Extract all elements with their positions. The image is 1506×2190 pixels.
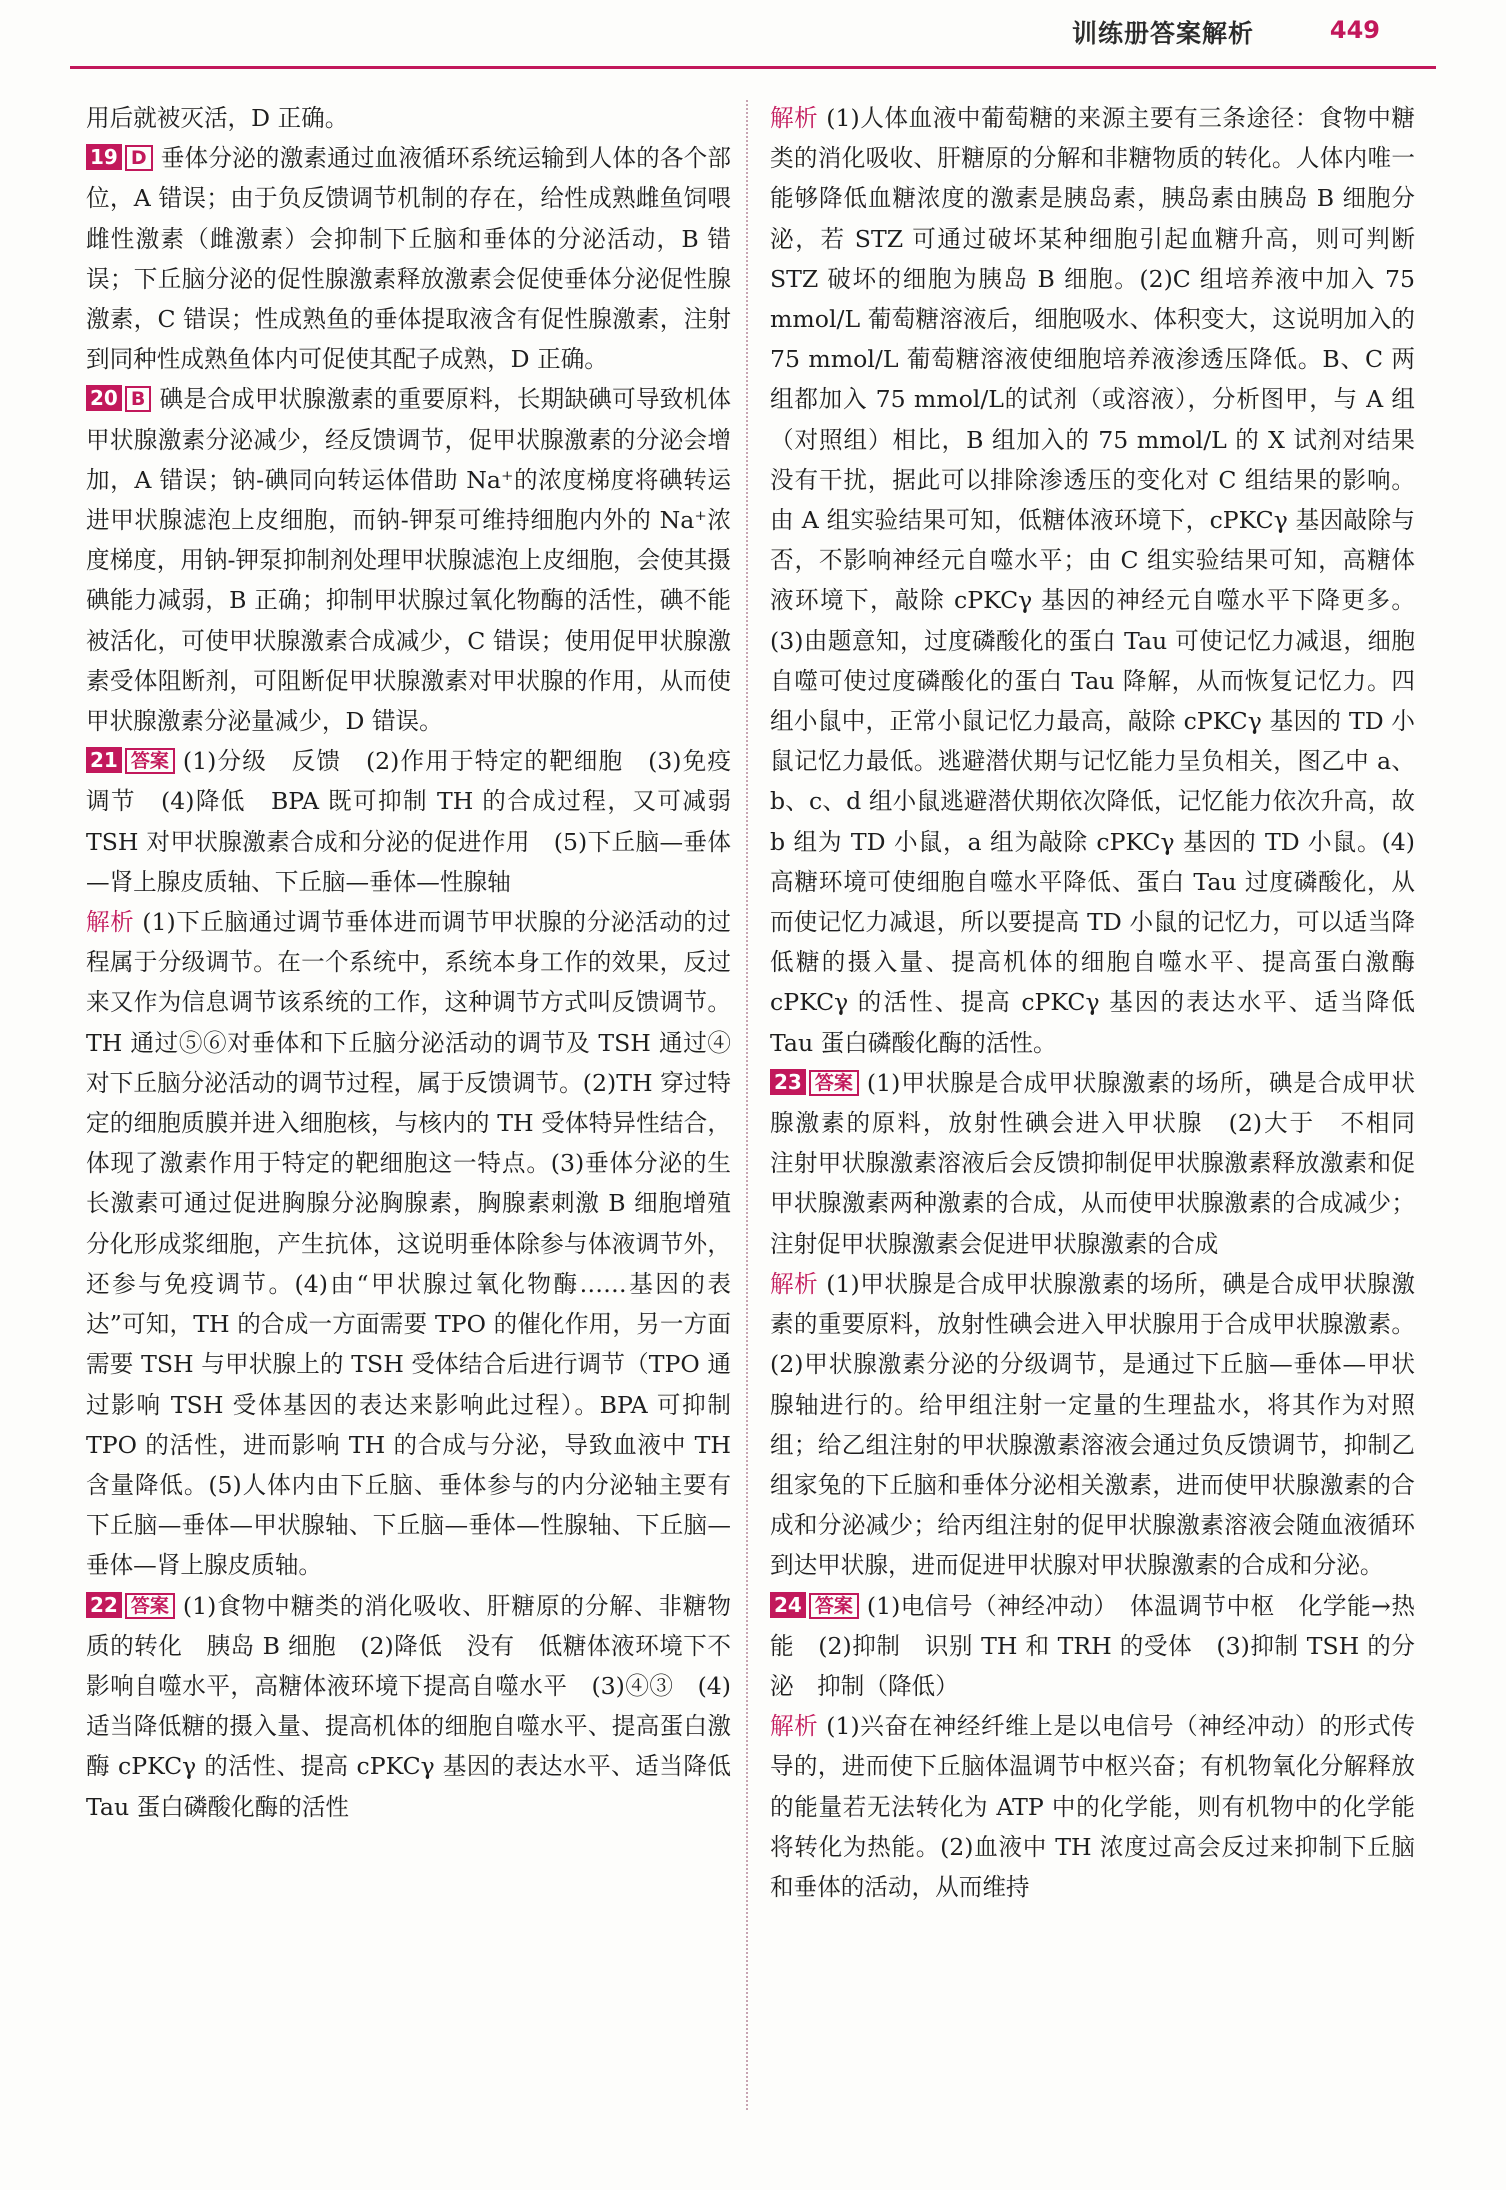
answer-badge: 答案 [809, 1593, 859, 1619]
page-number: 449 [1329, 16, 1380, 44]
question-number: 21 [86, 747, 122, 773]
analysis-text: (1)下丘脑通过调节垂体进而调节甲状腺的分泌活动的过程属于分级调节。在一个系统中，系统本身工作的效果，反过来又作为信息调节该系统的工作，这种调节方式叫反馈调节。TH 通过⑤⑥对垂体和下丘脑分泌活动的调节及 TSH 通过④对下丘脑分泌活动的调节过程，属于反馈调节。(2)TH 穿过特定的细胞质膜并进入细胞核，与核内的 TH 受体特异性结合，体现了激素作用于特定的靶细胞这一特点。(3)垂体分泌的生长激素可通过促进胸腺分泌胸腺素，胸腺素刺激 B 细胞增殖分化形成浆细胞，产生抗体，这说明垂体除参与体液调节外，还参与免疫调节。(4)由“甲状腺过氧化物酶……基因的表达”可知，TH 的合成一方面需要 TPO 的催化作用，另一方面需要 TSH 与甲状腺上的 TSH 受体结合后进行调节（TPO 通过影响 TSH 受体基因的表达来影响此过程）。BPA 可抑制 TPO 的活性，进而影响 TH 的合成与分泌，导致血液中 TH 含量降低。(5)人体内由下丘脑、垂体参与的内分泌轴主要有下丘脑—垂体—甲状腺轴、下丘脑—垂体—性腺轴、下丘脑—垂体—肾上腺皮质轴。 [86, 908, 732, 1580]
answer-text: (1)分级 反馈 (2)作用于特定的靶细胞 (3)免疫调节 (4)降低 BPA 既可抑制 TH 的合成过程，又可减弱 TSH 对甲状腺激素合成和分泌的促进作用 (5)下丘脑—垂体—肾上腺皮质轴、下丘脑—垂体—性腺轴 [86, 747, 731, 896]
header-rule [70, 66, 1436, 69]
paragraph-continuation: 用后就被灭活，D 正确。 [86, 104, 349, 132]
question-number: 22 [86, 1592, 122, 1618]
question-23-analysis [770, 1264, 1415, 1586]
answer-badge: 答案 [125, 1593, 175, 1619]
question-21-analysis [86, 902, 731, 1585]
question-23-answer [770, 1063, 1439, 1264]
analysis-label: 解析 [770, 1712, 819, 1741]
page-header [0, 0, 1506, 70]
question-explanation: 垂体分泌的激素通过血液循环系统运输到人体的各个部位，A 错误；由于负反馈调节机制的存在，给性成熟雌鱼饲喂雌性激素（雌激素）会抑制下丘脑和垂体的分泌活动，B 错误；下丘脑分泌的促性腺激素释放激素会促使垂体分泌促性腺激素，C 错误；性成熟鱼的垂体提取液含有促性腺激素，注射到同种性成熟鱼体内可促使其配子成熟，D 正确。 [86, 144, 731, 374]
question-20 [86, 379, 731, 741]
analysis-text: (1)甲状腺是合成甲状腺激素的场所，碘是合成甲状腺激素的重要原料，放射性碘会进入甲状腺用于合成甲状腺激素。(2)甲状腺激素分泌的分级调节，是通过下丘脑—垂体—甲状腺轴进行的。给甲组注射一定量的生理盐水，将其作为对照组；给乙组注射的甲状腺激素溶液会通过负反馈调节，抑制乙组家兔的下丘脑和垂体分泌相关激素，进而使甲状腺激素的合成和分泌减少；给丙组注射的促甲状腺激素溶液会随血液循环到达甲状腺，进而促进甲状腺对甲状腺激素的合成和分泌。 [770, 1269, 1416, 1580]
analysis-label: 解析 [770, 104, 819, 132]
question-number: 19 [86, 144, 122, 170]
header-title: 训练册答案解析 [1071, 19, 1254, 48]
analysis-text: (1)兴奋在神经纤维上是以电信号（神经冲动）的形式传导的，进而使下丘脑体温调节中枢兴奋；有机物氧化分解释放的能量若无法转化为 ATP 中的化学能，则有机物中的化学能将转化为热能。(2)血液中 TH 浓度过高会反过来抑制下丘脑和垂体的活动，从而维持 [770, 1712, 1416, 1901]
analysis-text: (1)人体血液中葡萄糖的来源主要有三条途径：食物中糖类的消化吸收、肝糖原的分解和非糖物质的转化。人体内唯一能够降低血糖浓度的激素是胰岛素，胰岛素由胰岛 B 细胞分泌，若 STZ 可通过破坏某种细胞引起血糖升高，则可判断 STZ 破坏的细胞为胰岛 B 细胞。(2)C 组培养液中加入 75 mmol/L 葡萄糖溶液后，细胞吸水、体积变大，这说明加入的 75 mmol/L 葡萄糖溶液使细胞培养液渗透压降低。B、C 两组都加入 75 mmol/L的试剂（或溶液），分析图甲，与 A 组（对照组）相比，B 组加入的 75 mmol/L 的 X 试剂对结果没有干扰，据此可以排除渗透压的变化对 C 组结果的影响。由 A 组实验结果可知，低糖体液环境下，cPKCγ 基因敲除与否，不影响神经元自噬水平；由 C 组实验结果可知，高糖体液环境下，敲除 cPKCγ 基因的神经元自噬水平下降更多。(3)由题意知，过度磷酸化的蛋白 Tau 可使记忆力减退，细胞自噬可使过度磷酸化的蛋白 Tau 降解，从而恢复记忆力。四组小鼠中，正常小鼠记忆力最高，敲除 cPKCγ 基因的 TD 小鼠记忆力最低。逃避潜伏期与记忆能力呈负相关，图乙中 a、b、c、d 组小鼠逃避潜伏期依次降低，记忆能力依次升高，故 b 组为 TD 小鼠，a 组为敲除 cPKCγ 基因的 TD 小鼠。(4)高糖环境可使细胞自噬水平降低、蛋白 Tau 过度磷酸化，从而使记忆力减退，所以要提高 TD 小鼠的记忆力，可以适当降低糖的摄入量、提高机体的细胞自噬水平、提高蛋白激酶 cPKCγ 的活性、提高 cPKCγ 基因的表达水平、适当降低 Tau 蛋白磷酸化酶的活性。 [770, 104, 1416, 1057]
answer-badge: 答案 [809, 1070, 859, 1096]
analysis-label: 解析 [770, 1269, 819, 1298]
left-column [86, 98, 731, 1827]
question-22-answer [86, 1586, 731, 1827]
question-explanation: 碘是合成甲状腺激素的重要原料，长期缺碘可导致机体甲状腺激素分泌减少，经反馈调节，促甲状腺激素的分泌会增加，A 错误；钠-碘同向转运体借助 Na⁺的浓度梯度将碘转运进甲状腺滤泡上皮细胞，而钠-钾泵可维持细胞内外的 Na⁺浓度梯度，用钠-钾泵抑制剂处理甲状腺滤泡上皮细胞，会使其摄碘能力减弱，B 正确；抑制甲状腺过氧化物酶的活性，碘不能被活化，可使甲状腺激素合成减少，C 错误；使用促甲状腺激素受体阻断剂，可阻断促甲状腺激素对甲状腺的作用，从而使甲状腺激素分泌量减少，D 错误。 [86, 385, 732, 736]
question-24-analysis [770, 1706, 1415, 1907]
answer-text: (1)食物中糖类的消化吸收、肝糖原的分解、非糖物质的转化 胰岛 B 细胞 (2)降低 没有 低糖体液环境下不影响自噬水平，高糖体液环境下提高自噬水平 (3)④③ (4)适当降低糖的摄入量、提高机体的细胞自噬水平、提高蛋白激酶 cPKCγ 的活性、提高 cPKCγ 基因的表达水平、适当降低 Tau 蛋白磷酸化酶的活性 [86, 1591, 731, 1821]
question-number: 20 [86, 385, 122, 411]
question-number: 23 [770, 1069, 806, 1095]
question-number: 24 [770, 1592, 806, 1618]
right-column [770, 98, 1439, 1907]
question-22-analysis [770, 98, 1415, 1063]
answer-text: (1)甲状腺是合成甲状腺激素的场所，碘是合成甲状腺激素的原料，放射性碘会进入甲状腺 (2)大于 不相同 注射甲状腺激素溶液后会反馈抑制促甲状腺激素释放激素和促甲状腺激素两种激素的合成，从而使甲状腺激素的合成减少；注射促甲状腺激素会促进甲状腺激素的合成 [770, 1068, 1439, 1258]
analysis-label: 解析 [86, 908, 135, 937]
answer-badge: 答案 [125, 748, 175, 774]
question-24-answer [770, 1586, 1415, 1707]
answer-text: (1)电信号（神经冲动） 体温调节中枢 化学能→热能 (2)抑制 识别 TH 和 TRH 的受体 (3)抑制 TSH 的分泌 抑制（降低） [770, 1591, 1415, 1700]
question-21-answer [86, 741, 731, 902]
question-19 [86, 138, 731, 379]
choice-badge: B [125, 386, 151, 412]
choice-badge: D [125, 145, 153, 171]
column-divider [746, 100, 748, 2110]
